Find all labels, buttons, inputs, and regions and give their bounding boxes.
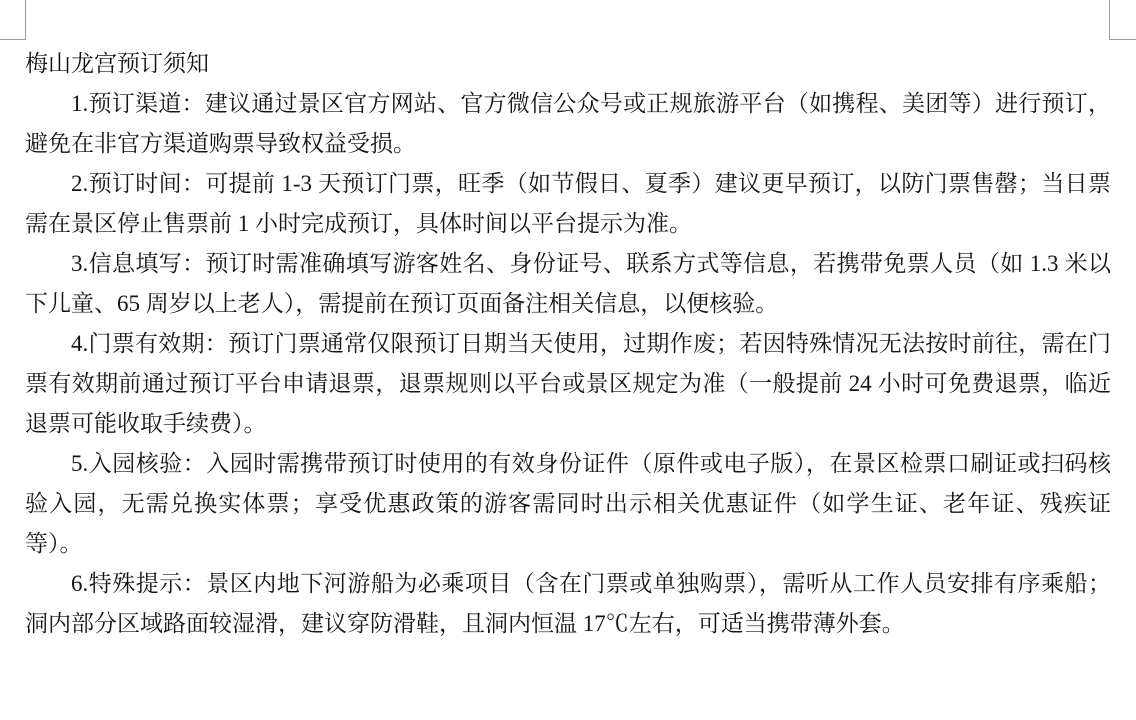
paragraph-special-tips: 6.特殊提示：景区内地下河游船为必乘项目（含在门票或单独购票），需听从工作人员安排有序乘船；洞内部分区域路面较湿滑，建议穿防滑鞋，且洞内恒温 17℃左右，可适当携带薄外套。 — [25, 571, 1111, 636]
document-body — [25, 44, 1111, 644]
paragraph-booking-channel: 1.预订渠道：建议通过景区官方网站、官方微信公众号或正规旅游平台（如携程、美团等）进行预订，避免在非官方渠道购票导致权益受损。 — [25, 91, 1111, 156]
document-title: 梅山龙宫预订须知 — [25, 51, 209, 76]
margin-crop-mark-top-left-icon — [0, 0, 26, 40]
paragraph-entry-verification: 5.入园核验：入园时需携带预订时使用的有效身份证件（原件或电子版），在景区检票口刷证或扫码核验入园，无需兑换实体票；享受优惠政策的游客需同时出示相关优惠证件（如学生证、老年证、残疾证等）。 — [25, 451, 1111, 556]
paragraph-ticket-validity: 4.门票有效期：预订门票通常仅限预订日期当天使用，过期作废；若因特殊情况无法按时前往，需在门票有效期前通过预订平台申请退票，退票规则以平台或景区规定为准（一般提前 24 小时可免费退票，临近退票可能收取手续费）。 — [25, 331, 1111, 436]
margin-crop-mark-top-right-icon — [1109, 0, 1136, 40]
paragraph-booking-time: 2.预订时间：可提前 1-3 天预订门票，旺季（如节假日、夏季）建议更早预订，以防门票售罄；当日票需在景区停止售票前 1 小时完成预订，具体时间以平台提示为准。 — [25, 171, 1111, 236]
paragraph-info-filling: 3.信息填写：预订时需准确填写游客姓名、身份证号、联系方式等信息，若携带免票人员（如 1.3 米以下儿童、65 周岁以上老人），需提前在预订页面备注相关信息，以便核验。 — [25, 251, 1111, 316]
